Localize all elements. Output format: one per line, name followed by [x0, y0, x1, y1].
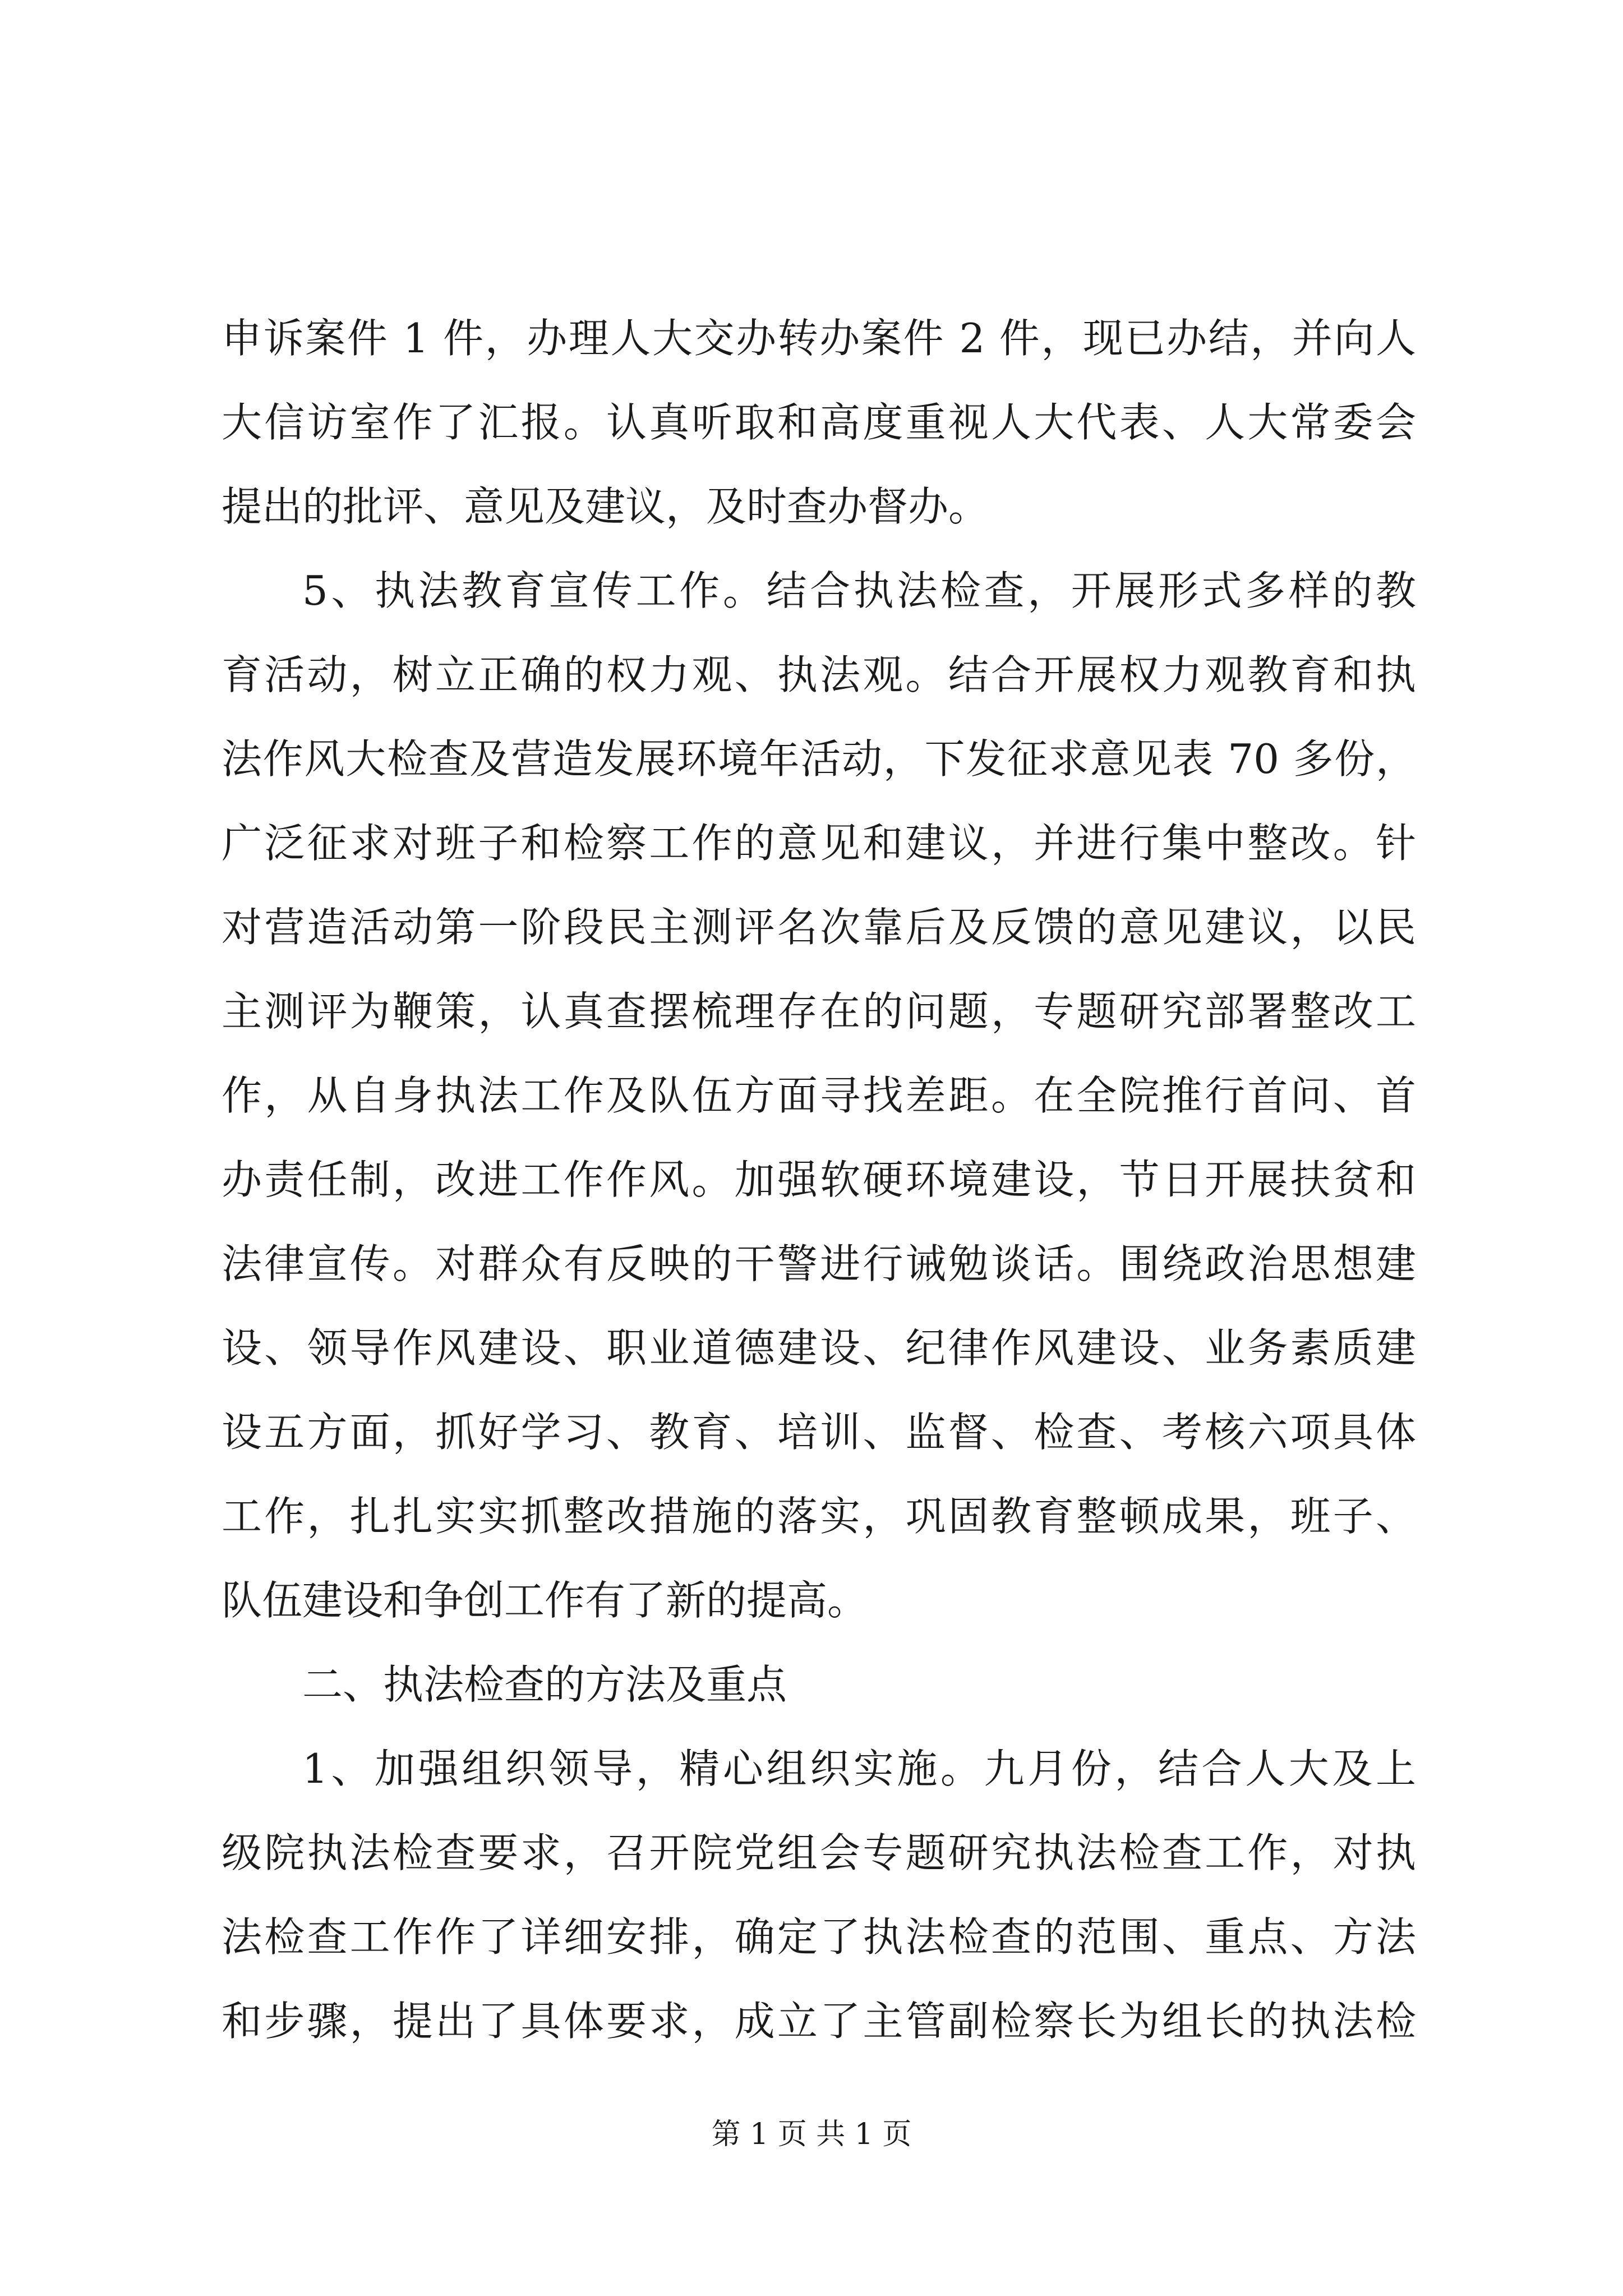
document-body: [222, 296, 1416, 2063]
text-line: 育活动，树立正确的权力观、执法观。结合开展权力观教育和执: [222, 651, 1416, 698]
text-line: 对营造活动第一阶段民主测评名次靠后及反馈的意见建议，以民: [222, 904, 1416, 951]
text-line: 提出的批评、意见及建议，及时查办督办。: [222, 483, 989, 530]
text-line: 队伍建设和争创工作有了新的提高。: [222, 1577, 868, 1624]
text-line: 大信访室作了汇报。认真听取和高度重视人大代表、人大常委会: [222, 399, 1416, 446]
text-line: 办责任制，改进工作作风。加强软硬环境建设，节日开展扶贫和: [222, 1156, 1416, 1203]
page-number-footer: 第 1 页 共 1 页: [711, 2118, 912, 2151]
text-line: 级院执法检查要求，召开院党组会专题研究执法检查工作，对执: [222, 1829, 1416, 1876]
text-line: 广泛征求对班子和检察工作的意见和建议，并进行集中整改。针: [222, 820, 1416, 867]
text-line: 设五方面，抓好学习、教育、培训、监督、检查、考核六项具体: [222, 1409, 1416, 1456]
text-line: 工作，扎扎实实抓整改措施的落实，巩固教育整顿成果，班子、: [222, 1493, 1416, 1540]
section-heading: 二、执法检查的方法及重点: [302, 1661, 787, 1708]
text-line: 和步骤，提出了具体要求，成立了主管副检察长为组长的执法检: [222, 1998, 1416, 2045]
text-line: 作，从自身执法工作及队伍方面寻找差距。在全院推行首问、首: [222, 1072, 1416, 1119]
text-line: 法作风大检查及营造发展环境年活动，下发征求意见表 70 多份，: [222, 735, 1416, 783]
text-line: 法律宣传。对群众有反映的干警进行诫勉谈话。围绕政治思想建: [222, 1240, 1416, 1287]
text-line: 主测评为鞭策，认真查摆梳理存在的问题，专题研究部署整改工: [222, 988, 1416, 1035]
paragraph-start-line: 5、执法教育宣传工作。结合执法检查，开展形式多样的教: [302, 567, 1416, 614]
text-line: 申诉案件 1 件，办理人大交办转办案件 2 件，现已办结，并向人: [222, 315, 1416, 362]
text-line: 设、领导作风建设、职业道德建设、纪律作风建设、业务素质建: [222, 1324, 1416, 1372]
text-line: 法检查工作作了详细安排，确定了执法检查的范围、重点、方法: [222, 1913, 1416, 1961]
paragraph-start-line: 1、加强组织领导，精心组织实施。九月份，结合人大及上: [302, 1745, 1416, 1792]
